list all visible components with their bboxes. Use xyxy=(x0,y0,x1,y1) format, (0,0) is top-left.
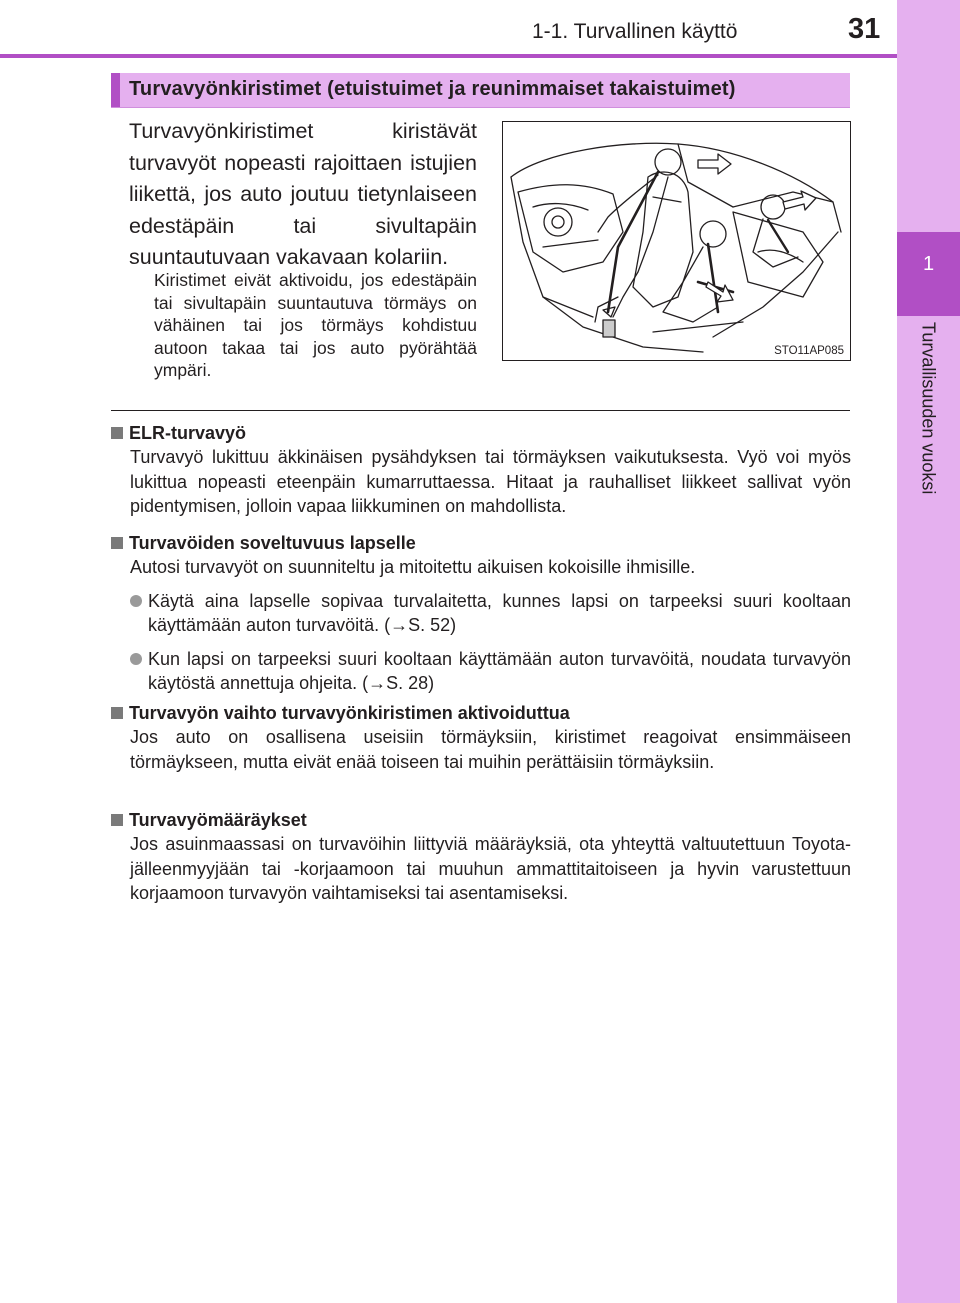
info-block-elr xyxy=(111,421,851,519)
info-block-child-suitability xyxy=(111,531,851,696)
chapter-title: 1-1. Turvallinen käyttö xyxy=(532,20,738,43)
side-tab-number: 1 xyxy=(922,253,935,275)
section-heading-accent xyxy=(111,73,120,107)
info-block-replacement xyxy=(111,701,851,774)
round-bullet-icon xyxy=(130,653,142,665)
square-bullet-icon xyxy=(111,814,123,826)
list-item xyxy=(130,647,851,696)
info-block-heading xyxy=(111,421,851,445)
section-divider xyxy=(111,410,850,411)
section-note: Kiristimet eivät aktivoidu, jos edestäpäin tai sivultapäin suuntautuva törmäys on vähäinen tai jos törmäys kohdistuu autoon takaa tai jos auto pyörähtää ympäri. xyxy=(154,270,477,380)
car-interior-drawing xyxy=(503,122,850,360)
square-bullet-icon xyxy=(111,537,123,549)
round-bullet-icon xyxy=(130,595,142,607)
side-tab-label: Turvallisuuden vuoksi xyxy=(918,322,939,495)
header-rule xyxy=(0,54,897,58)
page-number: 31 xyxy=(848,13,881,45)
info-block-regulations xyxy=(111,808,851,906)
list-item xyxy=(130,589,851,638)
info-block-heading xyxy=(111,701,851,725)
list-item-text: Kun lapsi on tarpeeksi suuri kooltaan käyttämään auton turvavöitä, noudata turvavyön käytöstä annettuja ohjeita. (→S. 28) xyxy=(148,648,851,693)
info-block-text: Jos auto on osallisena useisiin törmäyksiin, kiristimet reagoivat ensimmäiseen törmäykseen, mutta eivät enää toiseen tai muihin perättäisiin törmäyksiin. xyxy=(130,727,851,772)
seatbelt-pretensioner-illustration xyxy=(502,121,851,361)
info-block-heading xyxy=(111,808,851,832)
info-block-text: Turvavyö lukittuu äkkinäisen pysähdyksen tai törmäyksen vaikutuksesta. Vyö voi myös lukittua nopeasti eteenpäin kumarruttaessa. Hitaat ja rauhalliset liikkeet sallivat vyön pidentymisen, jolloin vapaa liikkuminen on mahdollista. xyxy=(130,447,851,516)
info-block-heading-text: Turvavyömääräykset xyxy=(129,810,307,830)
info-block-heading-text: ELR-turvavyö xyxy=(129,423,247,443)
square-bullet-icon xyxy=(111,707,123,719)
side-tab xyxy=(897,0,960,1303)
section-heading: Turvavyönkiristimet (etuistuimet ja reunimmaiset takaistuimet) xyxy=(129,78,736,100)
info-block-heading-text: Turvavöiden soveltuvuus lapselle xyxy=(129,533,416,553)
section-intro: Turvavyönkiristimet kiristävät turvavyöt nopeasti rajoittaen istujien liikettä, jos auto joutuu tietynlaiseen edestäpäin tai sivultapäin suuntautuvaan vakavaan kolariin. xyxy=(129,119,477,270)
square-bullet-icon xyxy=(111,427,123,439)
info-block-text: Autosi turvavyöt on suunniteltu ja mitoitettu aikuisen kokoisille ihmisille. xyxy=(130,557,696,577)
section-heading-bar xyxy=(111,73,850,108)
info-block-text: Jos asuinmaassasi on turvavöihin liittyviä määräyksiä, ota yhteyttä valtuutettuun Toyota-jälleenmyyjään tai -korjaamoon tai muuhun ammattitaitoiseen ja hyvin varustettuun korjaamoon turvavyön vaihtamiseksi tai asentamiseksi. xyxy=(130,834,851,903)
list-item-text: Käytä aina lapselle sopivaa turvalaitetta, kunnes lapsi on tarpeeksi suuri kooltaan käyttämään auton turvavöitä. (→S. 52) xyxy=(148,590,851,635)
info-block-heading-text: Turvavyön vaihto turvavyönkiristimen aktivoiduttua xyxy=(129,703,570,723)
info-block-heading xyxy=(111,531,851,555)
figure-code: STO11AP085 xyxy=(774,345,844,357)
